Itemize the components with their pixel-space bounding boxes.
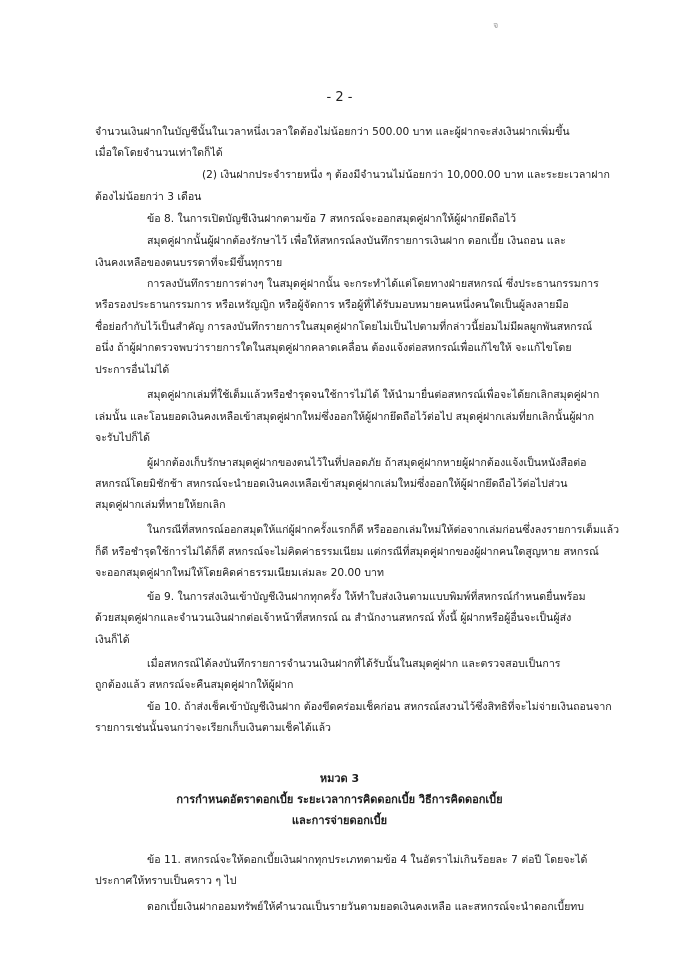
body-line: เล่มนั้น และโอนยอดเงินคงเหลือเข้าสมุดคู่ฝากใหม่ซึ่งออกให้ผู้ฝากยึดถือไว้ต่อไป สมุดคู่ฝากเล่มที่ยกเลิกนั้นผู้ฝาก bbox=[95, 411, 595, 423]
body-line: ประกาศให้ทราบเป็นคราว ๆ ไป bbox=[95, 875, 237, 887]
body-line: ด้วยสมุดคู่ฝากและจำนวนเงินฝากต่อเจ้าหน้าที่สหกรณ์ ณ สำนักงานสหกรณ์ ทั้งนี้ ผู้ฝากหรือผู้อื่นจะเป็นผู้ส่ง bbox=[95, 612, 572, 624]
body-line: ก็ดี หรือชำรุดใช้การไม่ได้ก็ดี สหกรณ์จะไม่คิดค่าธรรมเนียม แต่กรณีที่สมุดคู่ฝากของผู้ฝากคนใดสูญหาย สหกรณ์ bbox=[95, 546, 599, 558]
body-line: จะรับไปก็ได้ bbox=[95, 432, 150, 444]
body-line: ต้องไม่น้อยกว่า 3 เดือน bbox=[95, 191, 202, 203]
body-line: หรือรองประธานกรรมการ หรือเหรัญญิก หรือผู้จัดการ หรือผู้ที่ได้รับมอบหมายคนหนึ่งคนใดเป็นผู้ลงลายมือ bbox=[95, 299, 569, 311]
body-line: การลงบันทึกรายการต่างๆ ในสมุดคู่ฝากนั้น จะกระทำได้แต่โดยทางฝ่ายสหกรณ์ ซึ่งประธานกรรมการ bbox=[147, 278, 599, 290]
body-line: เมื่อสหกรณ์ได้ลงบันทึกรายการจำนวนเงินฝากที่ได้รับนั้นในสมุดคู่ฝาก และตรวจสอบเป็นการ bbox=[147, 658, 561, 670]
chapter-title-continued: และการจ่ายดอกเบี้ย bbox=[291, 814, 388, 827]
corner-mark: จ bbox=[493, 21, 499, 31]
body-line: สมุดคู่ฝากเล่มที่ใช้เต็มแล้วหรือชำรุดจนใช้การไม่ได้ ให้นำมายื่นต่อสหกรณ์เพื่อจะได้ยกเลิกสมุดคู่ฝาก bbox=[147, 389, 600, 401]
body-line: ประการอื่นไม่ได้ bbox=[95, 364, 170, 376]
body-line: ในกรณีที่สหกรณ์ออกสมุดให้แก่ผู้ฝากครั้งแรกก็ดี หรือออกเล่มใหม่ให้ต่อจากเล่มก่อนซึ่งลงรายการเต็มแล้ว bbox=[147, 524, 620, 536]
body-line: ชื่อย่อกำกับไว้เป็นสำคัญ การลงบันทึกรายการในสมุดคู่ฝากโดยไม่เป็นไปตามที่กล่าวนี้ย่อมไม่มีผลผูกพันสหกรณ์ bbox=[95, 321, 593, 333]
clause-9: ข้อ 9. ในการส่งเงินเข้าบัญชีเงินฝากทุกครั้ง ให้ทำใบส่งเงินตามแบบพิมพ์ที่สหกรณ์กำหนดยื่นพร้อม bbox=[147, 591, 586, 603]
body-line: ผู้ฝากต้องเก็บรักษาสมุดคู่ฝากของตนไว้ในที่ปลอดภัย ถ้าสมุดคู่ฝากหายผู้ฝากต้องแจ้งเป็นหนังสือต่อ bbox=[147, 457, 587, 469]
clause-10: ข้อ 10. ถ้าส่งเช็คเข้าบัญชีเงินฝาก ต้องขีดคร่อมเช็คก่อน สหกรณ์สงวนไว้ซึ่งสิทธิที่จะไม่จ่ายเงินถอนจาก bbox=[147, 701, 612, 713]
body-line: เงินคงเหลือของตนบรรดาที่จะมีขึ้นทุกราย bbox=[95, 257, 283, 269]
chapter-heading: หมวด 3 bbox=[319, 772, 360, 785]
body-line: อนึ่ง ถ้าผู้ฝากตรวจพบว่ารายการใดในสมุดคู่ฝากคลาดเคลื่อน ต้องแจ้งต่อสหกรณ์เพื่อแก้ไขให้ จะแก้ไขโดย bbox=[95, 342, 572, 354]
body-line: (2) เงินฝากประจำรายหนึ่ง ๆ ต้องมีจำนวนไม่น้อยกว่า 10,000.00 บาท และระยะเวลาฝาก bbox=[202, 169, 610, 181]
clause-8: ข้อ 8. ในการเปิดบัญชีเงินฝากตามข้อ 7 สหกรณ์จะออกสมุดคู่ฝากให้ผู้ฝากยึดถือไว้ bbox=[147, 213, 517, 225]
body-line: รายการเช่นนั้นจนกว่าจะเรียกเก็บเงินตามเช็คได้แล้ว bbox=[95, 722, 332, 734]
body-line: ดอกเบี้ยเงินฝากออมทรัพย์ให้คำนวณเป็นรายวันตามยอดเงินคงเหลือ และสหกรณ์จะนำดอกเบี้ยทบ bbox=[147, 901, 584, 913]
page-number: - 2 - bbox=[326, 90, 353, 105]
body-line: สมุดคู่ฝากเล่มที่หายให้ยกเลิก bbox=[95, 499, 226, 511]
body-line: เงินก็ได้ bbox=[95, 634, 130, 646]
body-line: สมุดคู่ฝากนั้นผู้ฝากต้องรักษาไว้ เพื่อให้สหกรณ์ลงบันทึกรายการเงินฝาก ดอกเบี้ย เงินถอน และ bbox=[147, 235, 566, 247]
body-line: เมื่อใดโดยจำนวนเท่าใดก็ได้ bbox=[95, 147, 223, 159]
body-line: ถูกต้องแล้ว สหกรณ์จะคืนสมุดคู่ฝากให้ผู้ฝาก bbox=[95, 679, 294, 691]
chapter-title: การกำหนดอัตราดอกเบี้ย ระยะเวลาการคิดดอกเบี้ย วิธีการคิดดอกเบี้ย bbox=[176, 793, 503, 806]
body-line: จำนวนเงินฝากในบัญชีนั้นในเวลาหนึ่งเวลาใดต้องไม่น้อยกว่า 500.00 บาท และผู้ฝากจะส่งเงินฝากเพิ่มขึ้น bbox=[95, 126, 570, 138]
clause-11: ข้อ 11. สหกรณ์จะให้ดอกเบี้ยเงินฝากทุกประเภทตามข้อ 4 ในอัตราไม่เกินร้อยละ 7 ต่อปี โดยจะได้ bbox=[147, 854, 588, 866]
body-line: สหกรณ์โดยมิชักช้า สหกรณ์จะนำยอดเงินคงเหลือเข้าสมุดคู่ฝากเล่มใหม่ซึ่งออกให้ผู้ฝากยึดถือไว้ต่อไปส่วน bbox=[95, 478, 568, 490]
body-line: จะออกสมุดคู่ฝากใหม่ให้โดยคิดค่าธรรมเนียมเล่มละ 20.00 บาท bbox=[95, 567, 384, 579]
